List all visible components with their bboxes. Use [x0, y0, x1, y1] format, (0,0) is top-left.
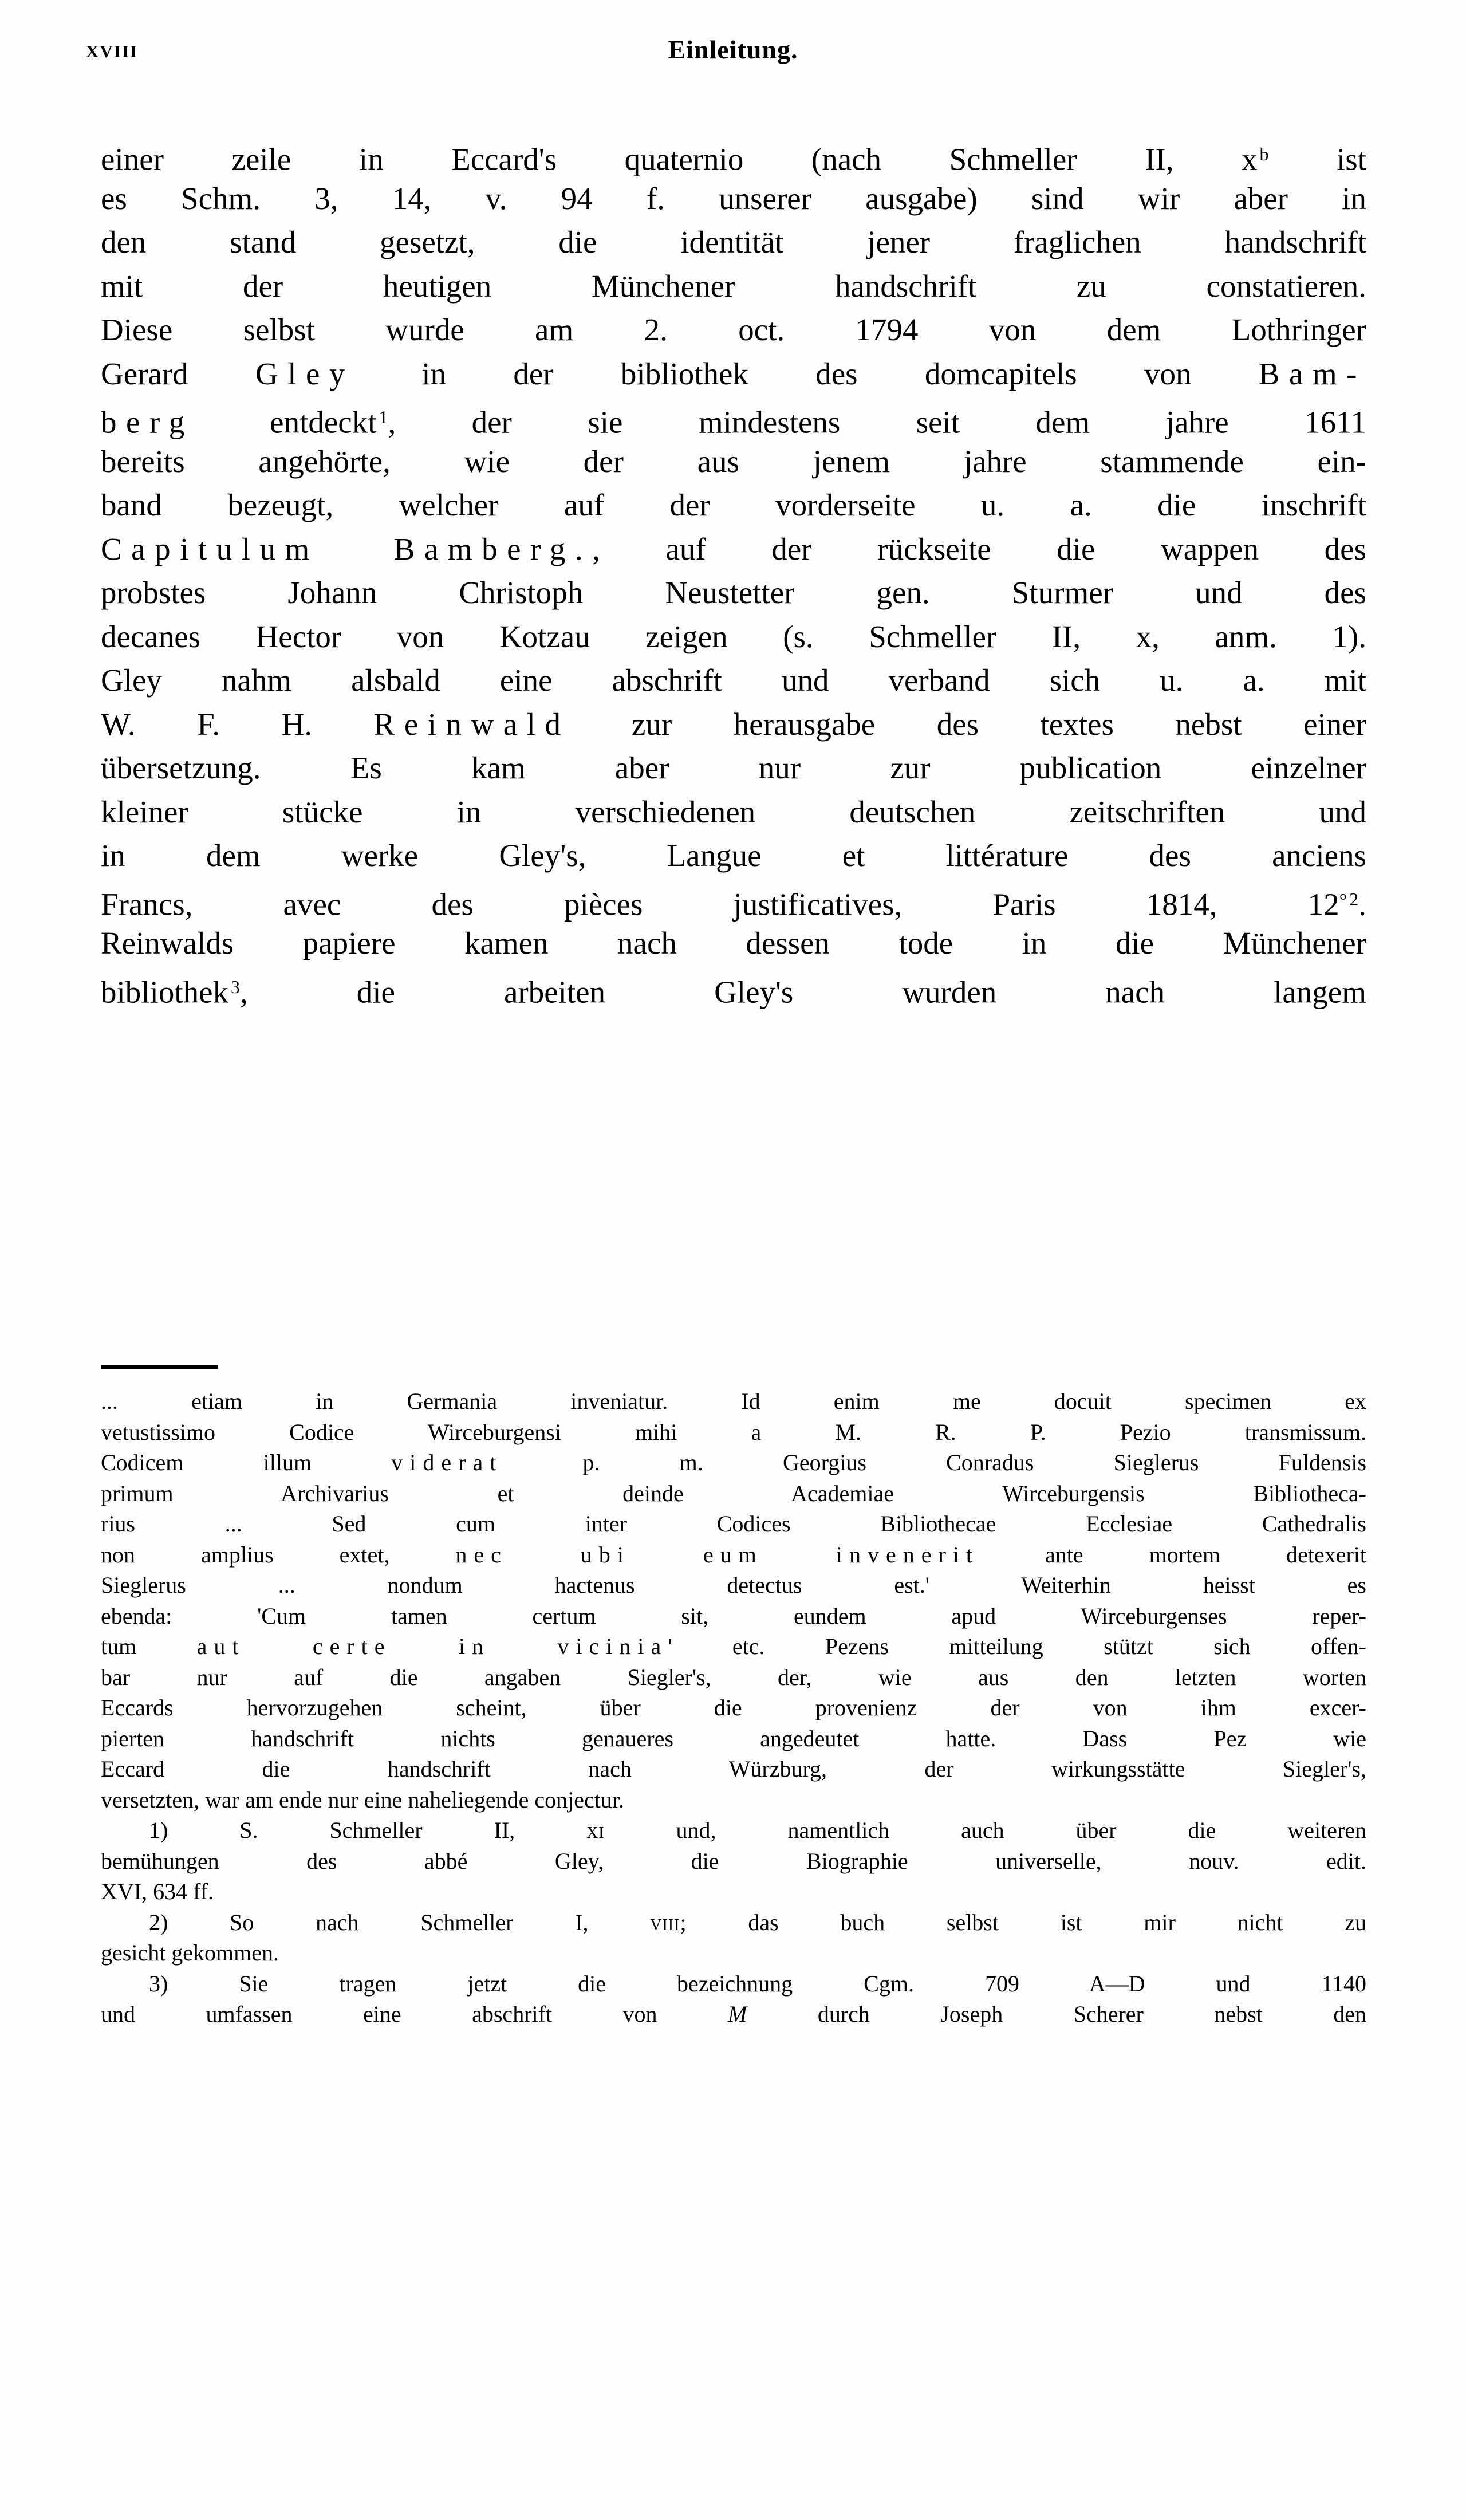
- footnote-text-line: [101, 1417, 1366, 1448]
- text-run: non amplius extet,: [101, 1541, 456, 1568]
- text-run: ... etiam in Germania inveniatur. Id enim me docuit specimen ex: [101, 1388, 1366, 1414]
- body-text-line: [101, 483, 1366, 527]
- line-content: [101, 308, 1366, 352]
- footnote-reference-marker: 2: [1349, 889, 1359, 909]
- text-run: Gerard: [101, 356, 255, 391]
- text-run: pierten handschrift nichts genaueres angedeutet hatte. Dass Pez wie: [101, 1725, 1366, 1751]
- text-run: bibliothek: [101, 974, 229, 1010]
- body-text-line: [101, 966, 1366, 1010]
- footnote-text-line: [101, 1785, 1366, 1816]
- line-content: [101, 1999, 1366, 2030]
- footnote-text-line: [101, 1692, 1366, 1723]
- body-text-line: [101, 615, 1366, 659]
- text-run: gesicht gekommen.: [101, 1940, 279, 1966]
- line-content: [101, 1754, 1366, 1785]
- line-content: [101, 1570, 1366, 1601]
- line-content: [101, 790, 1366, 834]
- text-run: 3) Sie tragen jetzt die bezeichnung Cgm. 709 A—D und 1140: [149, 1970, 1366, 1997]
- footnote-text-line: [101, 1907, 1366, 1938]
- footnote-text-line: [101, 1723, 1366, 1754]
- letterspaced-emphasis: Bam-: [1258, 356, 1366, 391]
- text-run: Gley nahm alsbald eine abschrift und verband sich u. a. mit: [101, 663, 1366, 698]
- footnote-reference-marker: b: [1259, 144, 1269, 164]
- text-run: Eccards hervorzugehen scheint, über die provenienz der von ihm excer-: [101, 1695, 1366, 1720]
- line-content: [101, 1723, 1366, 1754]
- line-content: [101, 615, 1366, 659]
- text-run: tum: [101, 1633, 197, 1659]
- page-folio-number: xviii: [86, 35, 138, 63]
- body-text-line: [101, 790, 1366, 834]
- small-caps-numeral: viii: [650, 1909, 680, 1935]
- body-text-line: [101, 878, 1366, 922]
- footnote-text-line: [101, 1631, 1366, 1662]
- text-run: in dem werke Gley's, Langue et littérature des anciens: [101, 838, 1366, 873]
- line-content: [101, 483, 1366, 527]
- body-text-line: [101, 352, 1366, 396]
- footnote-text-line: [101, 1815, 1366, 1846]
- text-run: es Schm. 3, 14, v. 94 f. unserer ausgabe) sind wir aber in: [101, 180, 1366, 216]
- text-run: bemühungen des abbé Gley, die Biographie universelle, nouv. edit.: [101, 1848, 1366, 1874]
- line-content: [101, 1876, 1366, 1907]
- text-run: versetzten, war am ende nur eine naheliegende conjectur.: [101, 1786, 625, 1813]
- body-text-line: [101, 571, 1366, 615]
- text-run: 2) So nach Schmeller I,: [149, 1909, 651, 1935]
- footnote-text-line: [101, 1754, 1366, 1785]
- text-run: p. m. Georgius Conradus Sieglerus Fuldensis: [503, 1450, 1367, 1475]
- text-run: primum Archivarius et deinde Academiae Wirceburgensis Bibliotheca-: [101, 1480, 1366, 1506]
- body-text-line: [101, 746, 1366, 790]
- line-content: [101, 834, 1366, 878]
- text-run: den stand gesetzt, die identität jener fraglichen handschrift: [101, 225, 1366, 259]
- footnote-reference-marker: 3: [231, 976, 240, 997]
- line-content: [101, 1386, 1366, 1417]
- line-content: [101, 1478, 1366, 1509]
- text-run: ebenda: 'Cum tamen certum sit, eundem apud Wirceburgenses reper-: [101, 1602, 1366, 1629]
- text-run: ante mortem detexerit: [979, 1541, 1366, 1568]
- line-content: [101, 1692, 1366, 1723]
- line-content: [101, 1968, 1366, 1999]
- line-content: [101, 703, 1366, 747]
- text-run: Francs, avec des pièces justificatives, Paris 1814, 12: [101, 887, 1339, 922]
- footnote-text-line: [101, 1386, 1366, 1417]
- text-run: , auf der rückseite die wappen des: [592, 531, 1366, 566]
- text-run: entdeckt: [194, 404, 377, 440]
- footnote-text-line: [101, 1478, 1366, 1509]
- text-run: übersetzung. Es kam aber nur zur publication einzelner: [101, 750, 1366, 785]
- body-text-line: [101, 922, 1366, 966]
- footnote-text-line: [101, 1846, 1366, 1877]
- line-content: [101, 440, 1366, 484]
- footnote-text-line: [101, 1662, 1366, 1693]
- running-head-title: Einleitung.: [668, 35, 798, 64]
- text-run: Eccard die handschrift nach Würzburg, der wirkungsstätte Siegler's,: [101, 1756, 1366, 1782]
- body-text-line: [101, 308, 1366, 352]
- text-run: bar nur auf die angaben Siegler's, der, wie aus den letzten worten: [101, 1664, 1366, 1690]
- footnote-text-line: [101, 1876, 1366, 1907]
- line-content: [101, 352, 1366, 396]
- text-run: 1) S. Schmeller II,: [149, 1817, 587, 1843]
- footnote-text-line: [101, 1601, 1366, 1632]
- text-run: vetustissimo Codice Wirceburgensi mihi a M. R. P. Pezio transmissum.: [101, 1419, 1366, 1445]
- body-text-line: [101, 834, 1366, 878]
- body-text-line: [101, 659, 1366, 703]
- letterspaced-emphasis: Reinwald: [373, 706, 570, 742]
- line-content: [101, 1539, 1366, 1570]
- running-head: [86, 34, 1380, 74]
- text-run: zur herausgabe des textes nebst einer: [570, 706, 1366, 742]
- text-run: einer zeile in Eccard's quaternio (nach Schmeller II, x: [101, 141, 1258, 177]
- text-run: XVI, 634 ff.: [101, 1879, 214, 1904]
- body-text-line: [101, 133, 1366, 177]
- text-run: Reinwalds papiere kamen nach dessen tode in die Münchener: [101, 926, 1366, 960]
- text-run: .: [1358, 887, 1366, 922]
- line-content: [101, 1907, 1366, 1938]
- body-text-line: [101, 440, 1366, 484]
- text-run: mit der heutigen Münchener handschrift zu constatieren.: [101, 268, 1366, 304]
- line-content: [101, 1938, 1366, 1968]
- letterspaced-emphasis: nec ubi eum invenerit: [455, 1541, 980, 1568]
- text-run: ' etc. Pezens mitteilung stützt sich offen-: [668, 1633, 1366, 1659]
- line-content: [101, 922, 1366, 966]
- line-content: [101, 1601, 1366, 1632]
- letterspaced-emphasis: Gley: [255, 356, 354, 391]
- body-text-line: [101, 265, 1366, 309]
- text-run: und umfassen eine abschrift von: [101, 2001, 728, 2027]
- line-content: [101, 1815, 1366, 1846]
- footnote-text-line: [101, 1999, 1366, 2030]
- small-caps-numeral: xi: [586, 1817, 605, 1843]
- footnote-text-line: [101, 1447, 1366, 1478]
- text-run: in der bibliothek des domcapitels von: [354, 356, 1259, 391]
- text-run: band bezeugt, welcher auf der vorderseite u. a. die inschrift: [101, 487, 1366, 522]
- line-content: [101, 966, 1366, 1014]
- text-run: , die arbeiten Gley's wurden nach langem: [240, 974, 1366, 1010]
- letterspaced-emphasis: viderat: [391, 1450, 503, 1475]
- footnote-text-line: [101, 1570, 1366, 1601]
- line-content: [101, 659, 1366, 703]
- line-content: [101, 396, 1366, 444]
- letterspaced-emphasis: berg: [101, 404, 194, 440]
- line-content: [101, 571, 1366, 615]
- body-text-line: [101, 396, 1366, 440]
- line-content: [101, 1509, 1366, 1539]
- footnote-block: [101, 1386, 1366, 2030]
- text-run: probstes Johann Christoph Neustetter gen. Sturmer und des: [101, 575, 1366, 610]
- footnote-text-line: [101, 1509, 1366, 1539]
- body-text-block: [101, 133, 1366, 1009]
- line-content: [101, 1785, 1366, 1816]
- footnote-text-line: [101, 1938, 1366, 1968]
- line-content: [101, 1417, 1366, 1448]
- footnote-separator-rule: [101, 1365, 218, 1369]
- text-run: durch Joseph Scherer nebst den: [747, 2001, 1367, 2027]
- footnote-text-line: [101, 1968, 1366, 1999]
- line-content: [101, 527, 1366, 572]
- line-content: [101, 1447, 1366, 1478]
- text-run: W. F. H.: [101, 706, 374, 742]
- line-content: [101, 220, 1366, 265]
- text-run: Codicem illum: [101, 1450, 392, 1475]
- body-text-line: [101, 220, 1366, 265]
- text-run: ist: [1268, 141, 1366, 177]
- text-run: , der sie mindestens seit dem jahre 1611: [388, 404, 1367, 440]
- text-run: ; das buch selbst ist mir nicht zu: [680, 1909, 1367, 1935]
- footnote-text-line: [101, 1539, 1366, 1570]
- body-text-line: [101, 527, 1366, 572]
- italic-siglum: M: [728, 2001, 747, 2027]
- degree-sign: °: [1339, 889, 1347, 911]
- line-content: [101, 746, 1366, 790]
- body-text-line: [101, 177, 1366, 221]
- body-text-line: [101, 703, 1366, 747]
- line-content: [101, 265, 1366, 309]
- line-content: [101, 1631, 1366, 1662]
- text-run: Diese selbst wurde am 2. oct. 1794 von dem Lothringer: [101, 312, 1366, 347]
- line-content: [101, 878, 1366, 927]
- line-content: [101, 177, 1366, 221]
- line-content: [101, 1662, 1366, 1693]
- text-run: decanes Hector von Kotzau zeigen (s. Schmeller II, x, anm. 1).: [101, 619, 1366, 654]
- line-content: [101, 133, 1366, 182]
- text-run: Sieglerus ... nondum hactenus detectus est.' Weiterhin heisst es: [101, 1572, 1366, 1598]
- text-run: und, namentlich auch über die weiteren: [604, 1817, 1366, 1843]
- text-run: bereits angehörte, wie der aus jenem jahre stammende ein-: [101, 443, 1366, 479]
- letterspaced-emphasis: aut certe in vicinia: [196, 1633, 668, 1659]
- text-run: rius ... Sed cum inter Codices Bibliothecae Ecclesiae Cathedralis: [101, 1511, 1366, 1537]
- text-run: kleiner stücke in verschiedenen deutschen zeitschriften und: [101, 794, 1366, 829]
- letterspaced-emphasis: Capitulum Bamberg.: [101, 531, 593, 566]
- footnote-reference-marker: 1: [379, 407, 388, 427]
- line-content: [101, 1846, 1366, 1877]
